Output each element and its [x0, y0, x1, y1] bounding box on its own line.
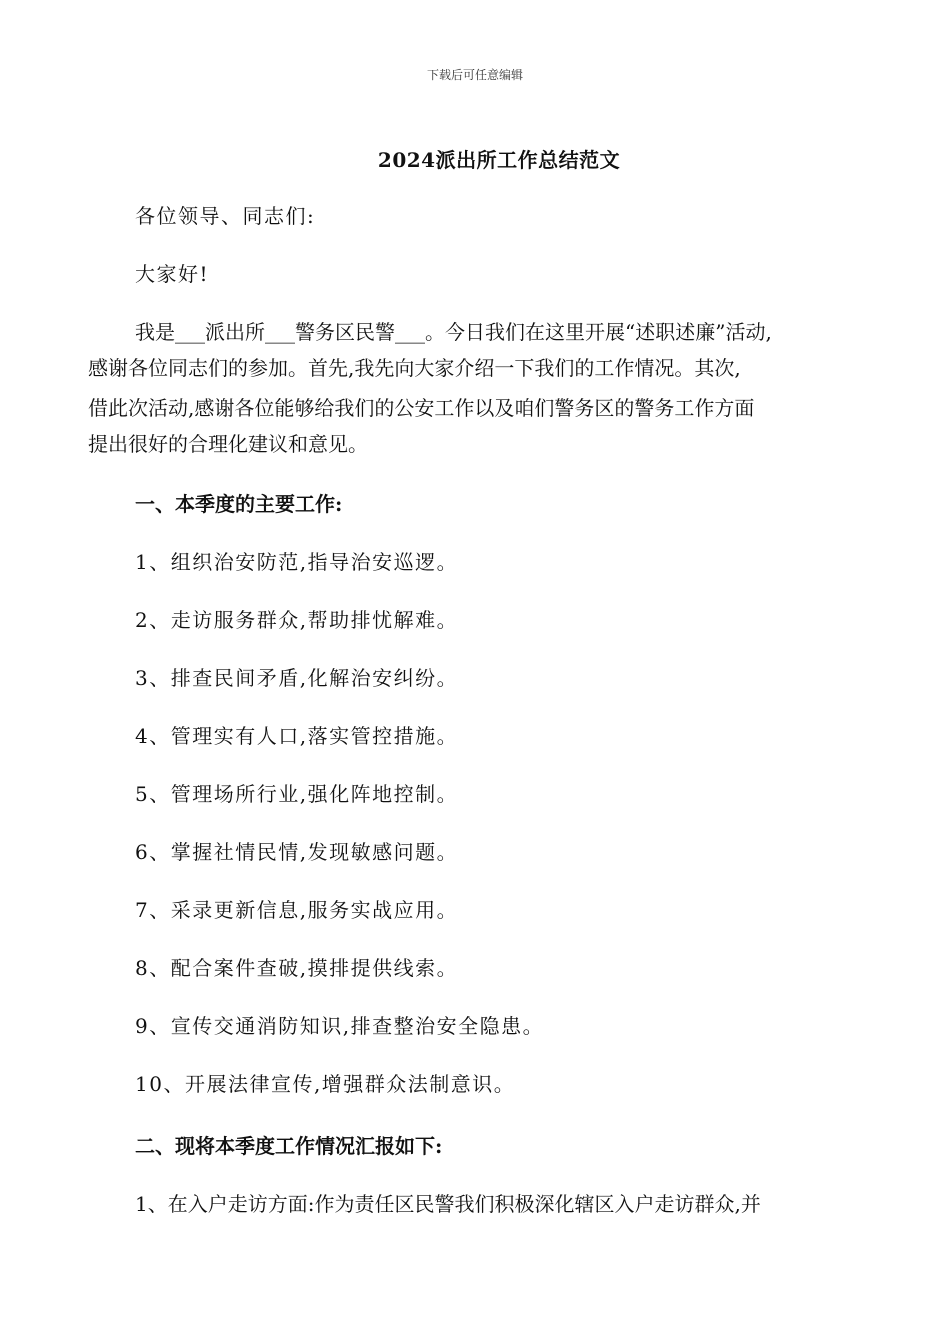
work-item: 3、排查民间矛盾,化解治安纠纷。 — [135, 666, 459, 690]
work-item: 10、开展法律宣传,增强群众法制意识。 — [135, 1072, 516, 1096]
section2-paragraph-line: 1、在入户走访方面:作为责任区民警我们积极深化辖区入户走访群众,并 — [135, 1192, 761, 1216]
work-item: 8、配合案件查破,摸排提供线索。 — [135, 956, 459, 980]
salutation: 大家好! — [135, 262, 210, 286]
work-item: 6、掌握社情民情,发现敏感问题。 — [135, 840, 459, 864]
work-item: 5、管理场所行业,强化阵地控制。 — [135, 782, 459, 806]
header-note: 下载后可任意编辑 — [426, 68, 523, 82]
greeting: 各位领导、同志们: — [135, 204, 316, 228]
intro-line-4: 提出很好的合理化建议和意见。 — [88, 432, 368, 456]
work-item: 7、采录更新信息,服务实战应用。 — [135, 898, 459, 922]
document-title: 2024派出所工作总结范文 — [377, 148, 621, 172]
section2-heading: 二、现将本季度工作情况汇报如下: — [135, 1134, 443, 1158]
section1-heading: 一、本季度的主要工作: — [135, 492, 343, 516]
work-item: 2、走访服务群众,帮助排忧解难。 — [135, 608, 459, 632]
work-item: 1、组织治安防范,指导治安巡逻。 — [135, 550, 459, 574]
work-item: 9、宣传交通消防知识,排查整治安全隐患。 — [135, 1014, 545, 1038]
intro-line-2: 感谢各位同志们的参加。首先,我先向大家介绍一下我们的工作情况。其次, — [88, 356, 741, 380]
intro-line-1: 我是___派出所___警务区民警___。今日我们在这里开展“述职述廉”活动, — [135, 320, 772, 344]
work-item: 4、管理实有人口,落实管控措施。 — [135, 724, 459, 748]
intro-line-3: 借此次活动,感谢各位能够给我们的公安工作以及咱们警务区的警务工作方面 — [88, 396, 755, 420]
